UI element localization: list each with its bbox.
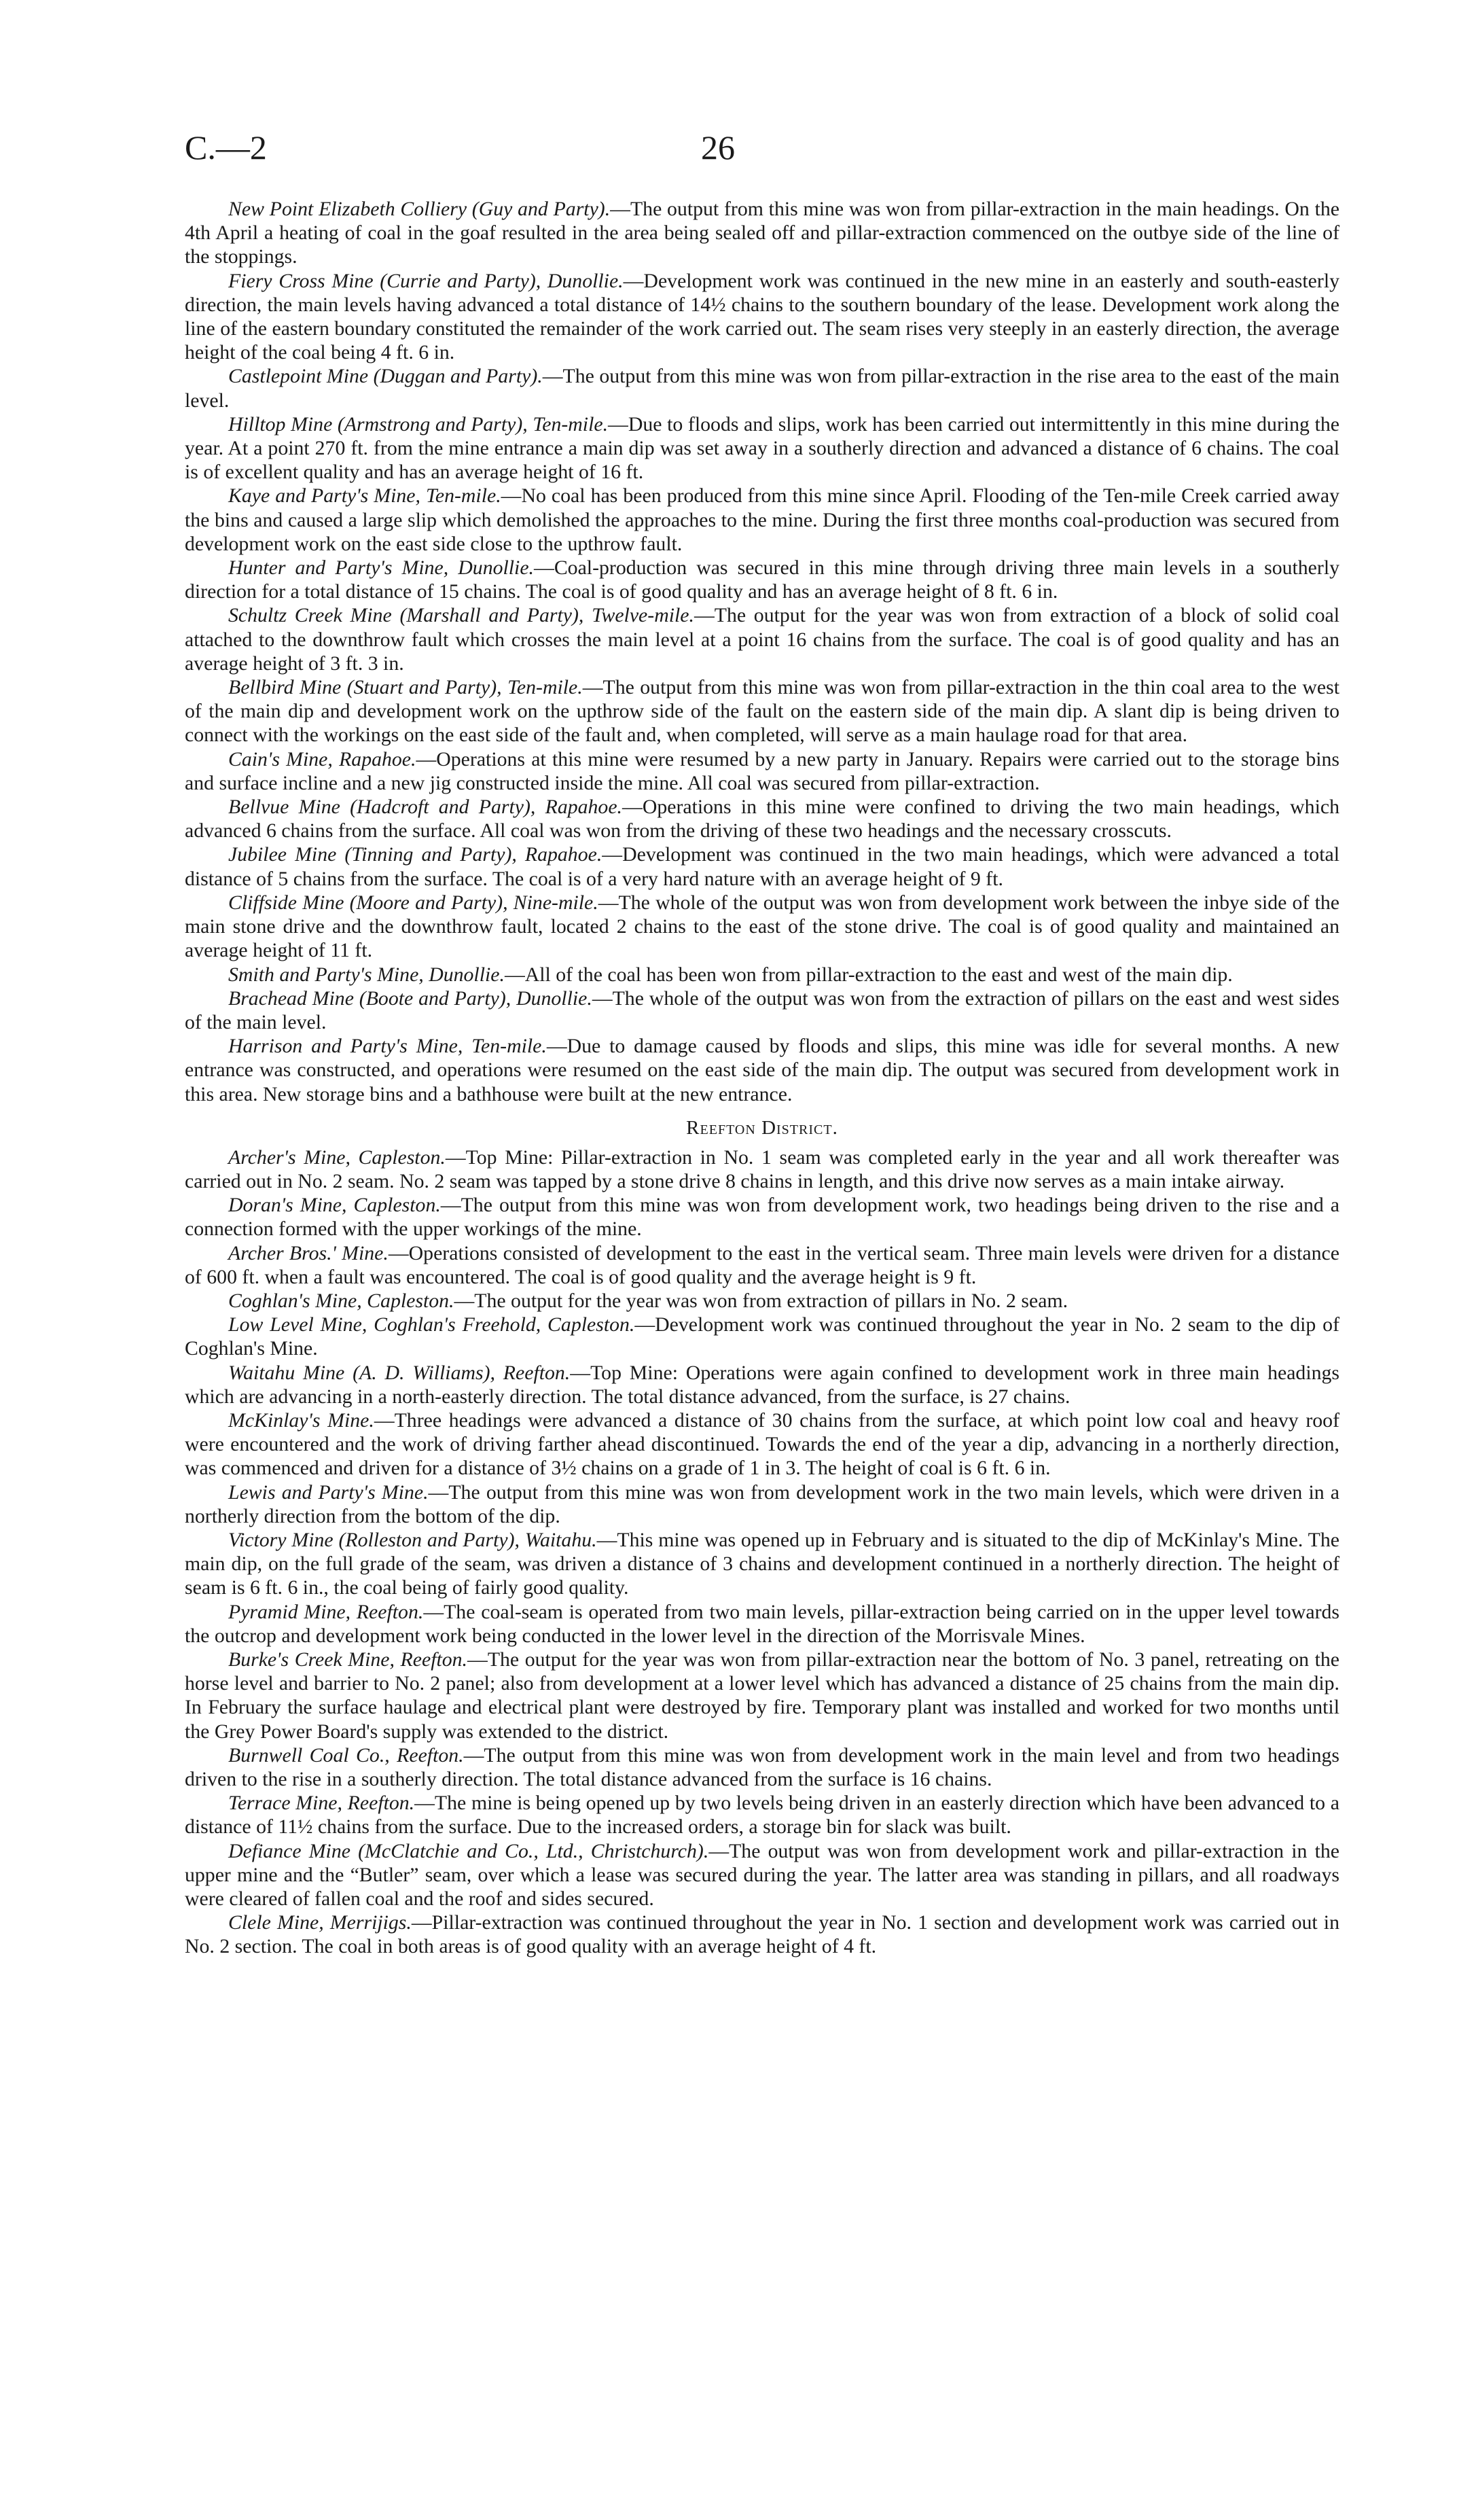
mine-text: —All of the coal has been won from pillar-extraction to the east and west of the main dip. [504, 963, 1233, 986]
mine-paragraph [185, 1528, 1339, 1600]
mine-title: Coghlan's Mine, Capleston. [228, 1289, 454, 1312]
mine-text: —Pillar-extraction was continued throughout the year in No. 1 section and development work was carried out in No. 2 section. The coal in both areas is of good quality with an average height of 4 ft. [185, 1911, 1339, 1958]
mine-title: Doran's Mine, Capleston. [228, 1194, 441, 1217]
mine-text: —The whole of the output was won from the extraction of pillars on the east and west sides of the main level. [185, 987, 1339, 1033]
mine-title: Bellbird Mine (Stuart and Party), Ten-mile. [228, 676, 583, 699]
document-body [185, 197, 1339, 1959]
mine-paragraph [185, 1600, 1339, 1648]
mine-text: —The whole of the output was won from development work between the inbye side of the main stone drive and the downthrow fault, located 2 chains to the east of the stone drive. The coal is of good quality and maintained an average height of 11 ft. [185, 891, 1339, 962]
mine-title: Victory Mine (Rolleston and Party), Waitahu. [228, 1528, 597, 1551]
mine-text: —Due to damage caused by floods and slips, this mine was idle for several months. A new entrance was constructed, and operations were resumed on the east side of the main dip. The output was secured from development work in this area. New storage bins and a bathhouse were built at the new entrance. [185, 1035, 1339, 1105]
mine-title: Defiance Mine (McClatchie and Co., Ltd., Christchurch). [228, 1839, 709, 1862]
mine-text: —The output from this mine was won from development work in the main level and from two headings driven to the rise in a southerly direction. The total distance advanced from the surface is 16 chains. [185, 1743, 1339, 1790]
mine-paragraph [185, 603, 1339, 675]
mine-paragraph [185, 1289, 1339, 1313]
mine-paragraph [185, 1839, 1339, 1911]
mine-title: Burke's Creek Mine, Reefton. [228, 1648, 468, 1671]
mine-text: —No coal has been produced from this mine since April. Flooding of the Ten-mile Creek carried away the bins and caused a large slip which demolished the approaches to the mine. During the first three months coal-production was secured from development work on the east side close to the upthrow fault. [185, 484, 1339, 555]
mine-paragraph [185, 795, 1339, 842]
mine-title: Brachead Mine (Boote and Party), Dunollie. [228, 987, 592, 1010]
mine-title: Burnwell Coal Co., Reefton. [228, 1743, 464, 1767]
mine-paragraph [185, 675, 1339, 747]
mine-title: Smith and Party's Mine, Dunollie. [228, 963, 505, 986]
mine-text: —The output from this mine was won from pillar-extraction in the main headings. On the 4th April a heating of coal in the goaf resulted in the area being sealed off and pillar-extraction commenced on the outbye side of the line of the stoppings. [185, 198, 1339, 268]
mine-text: —Development was continued in the two main headings, which were advanced a total distance of 5 chains from the surface. The coal is of a very hard nature with an average height of 9 ft. [185, 843, 1339, 890]
mine-text: —Development work was continued throughout the year in No. 2 seam to the dip of Coghlan's Mine. [185, 1313, 1339, 1360]
mine-title: McKinlay's Mine. [228, 1408, 374, 1432]
mine-title: Hunter and Party's Mine, Dunollie. [228, 556, 535, 580]
mine-text: —The output for the year was won from extraction of a block of solid coal attached to the downthrow fault which crosses the main level at a point 16 chains from the surface. The coal is of good quality and has an average height of 3 ft. 3 in. [185, 604, 1339, 675]
mine-paragraph [185, 484, 1339, 556]
mine-text: —The coal-seam is operated from two main levels, pillar-extraction being carried on in the upper level towards the outcrop and development work being conducted in the lower level in the direction of the Morrisvale Mines. [185, 1600, 1339, 1647]
mine-title: Cain's Mine, Rapahoe. [228, 747, 416, 770]
mine-text: —Coal-production was secured in this mine through driving three main levels in a southerly direction for a total distance of 15 chains. The coal is of good quality and has an average height of 8 ft. 6 in. [185, 556, 1340, 603]
mine-paragraph [185, 1361, 1339, 1408]
mine-text: —The output from this mine was won from development work, two headings being driven to the rise and a connection formed with the upper workings of the mine. [185, 1194, 1339, 1241]
mine-paragraph [185, 1034, 1339, 1106]
mine-paragraph [185, 1648, 1339, 1743]
mine-text: —Three headings were advanced a distance of 30 chains from the surface, at which point low coal and heavy roof were encountered and the work of driving farther ahead discontinued. Towards the end of the year a dip, advancing in a northerly direction, was commenced and driven for a distance of 3½ chains on a grade of 1 in 3. The height of coal is 6 ft. 6 in. [185, 1408, 1340, 1480]
mine-title: Pyramid Mine, Reefton. [228, 1600, 424, 1623]
mine-paragraph [185, 1408, 1339, 1480]
mine-title: New Point Elizabeth Colliery (Guy and Party). [228, 198, 611, 220]
mine-paragraph [185, 1911, 1339, 1958]
mine-title: Archer's Mine, Capleston. [228, 1146, 446, 1169]
mine-text: —The output for the year was won from pillar-extraction near the bottom of No. 3 panel, retreating on the horse level and barrier to No. 2 panel; also from development at a lower level which has advanced a distance of 25 chains from the main dip. In February the surface haulage and electrical plant were destroyed by fire. Temporary plant was installed and worked for two months until the Grey Power Board's supply was extended to the district. [185, 1648, 1339, 1743]
mine-title: Bellvue Mine (Hadcroft and Party), Rapahoe. [228, 796, 623, 819]
mine-text: —The mine is being opened up by two levels being driven in an easterly direction which have been advanced to a distance of 11½ chains from the surface. Due to the increased orders, a storage bin for slack was built. [185, 1792, 1339, 1839]
mine-title: Cliffside Mine (Moore and Party), Nine-mile. [228, 891, 598, 914]
mine-paragraph [185, 1791, 1339, 1839]
mine-paragraph [185, 364, 1339, 412]
mine-title: Terrace Mine, Reefton. [228, 1792, 415, 1815]
mine-paragraph [185, 987, 1339, 1034]
mine-text: —The output for the year was won from extraction of pillars in No. 2 seam. [454, 1289, 1068, 1312]
report-reference: C.—2 [185, 128, 267, 166]
mine-paragraph [185, 412, 1339, 484]
mine-text: —The output was won from development work and pillar-extraction in the upper mine and the “Butler” seam, over which a lease was secured during the year. The latter area was standing in pillars, and all roadways were cleared of fallen coal and the roof and sides secured. [185, 1839, 1340, 1911]
section-heading: Reefton District. [686, 1116, 838, 1139]
mine-title: Harrison and Party's Mine, Ten-mile. [228, 1035, 547, 1058]
mine-paragraph [185, 1313, 1339, 1360]
mine-title: Hilltop Mine (Armstrong and Party), Ten-mile. [228, 412, 609, 436]
mine-paragraph [185, 891, 1339, 963]
mine-text: —The output from this mine was won from development work in the two main levels, which were driven in a northerly direction from the bottom of the dip. [185, 1480, 1339, 1527]
mine-paragraph [185, 1146, 1339, 1193]
page-number: 26 [701, 128, 735, 166]
mine-paragraph [185, 1480, 1339, 1528]
mine-title: Archer Bros.' Mine. [228, 1241, 389, 1264]
mine-paragraph [185, 269, 1339, 365]
mine-text: —Top Mine: Pillar-extraction in No. 1 seam was completed early in the year and all work thereafter was carried out in No. 2 seam. No. 2 seam was tapped by a stone drive 8 chains in length, and this drive now serves as a main intake airway. [185, 1146, 1339, 1192]
mine-title: Low Level Mine, Coghlan's Freehold, Capleston. [228, 1313, 635, 1336]
mine-paragraph [185, 197, 1339, 269]
mine-text: —The output from this mine was won from pillar-extraction in the rise area to the east of the main level. [185, 365, 1340, 412]
mine-text: —Operations consisted of development to the east in the vertical seam. Three main levels were driven for a distance of 600 ft. when a fault was encountered. The coal is of good quality and the average height is 9 ft. [185, 1241, 1339, 1288]
mine-paragraph [185, 1743, 1339, 1791]
mine-paragraph [185, 556, 1339, 603]
mine-title: Schultz Creek Mine (Marshall and Party), Twelve-mile. [228, 604, 694, 627]
mine-text: —Due to floods and slips, work has been carried out intermittently in this mine during the year. At a point 270 ft. from the mine entrance a main dip was set away in a southerly direction and advanced a distance of 6 chains. The coal is of excellent quality and has an average height of 16 ft. [185, 412, 1339, 484]
mine-title: Fiery Cross Mine (Currie and Party), Dunollie. [228, 269, 624, 292]
mine-text: —Development work was continued in the new mine in an easterly and south-easterly direction, the main levels having advanced a total distance of 14½ chains to the southern boundary of the lease. Development work along the line of the eastern boundary constituted the remainder of the work carried out. The seam rises very steeply in an easterly direction, the average height of the coal being 4 ft. 6 in. [185, 269, 1340, 364]
mine-paragraph [185, 1193, 1339, 1241]
mine-title: Kaye and Party's Mine, Ten-mile. [228, 484, 501, 508]
mine-text: —Top Mine: Operations were again confined to development work in three main headings which are advancing in a north-easterly direction. The total distance advanced, from the surface, is 27 chains. [185, 1361, 1339, 1408]
mine-text: —Operations in this mine were confined to driving the two main headings, which advanced 6 chains from the surface. All coal was won from the driving of these two headings and the necessary crosscuts. [185, 796, 1339, 842]
mine-text: —Operations at this mine were resumed by a new party in January. Repairs were carried out to the storage bins and surface incline and a new jig constructed inside the mine. All coal was secured from pillar-extraction. [185, 747, 1339, 794]
mine-title: Waitahu Mine (A. D. Williams), Reefton. [228, 1361, 571, 1384]
mine-paragraph [185, 963, 1339, 987]
mine-text: —This mine was opened up in February and is situated to the dip of McKinlay's Mine. The main dip, on the full grade of the seam, was driven a distance of 3 chains and development continued in a northerly direction. The height of seam is 6 ft. 6 in., the coal being of fairly good quality. [185, 1528, 1339, 1599]
mine-title: Lewis and Party's Mine. [228, 1480, 429, 1504]
mine-title: Castlepoint Mine (Duggan and Party). [228, 365, 543, 388]
mine-paragraph [185, 747, 1339, 795]
mine-title: Clele Mine, Merrijigs. [228, 1911, 412, 1934]
mine-title: Jubilee Mine (Tinning and Party), Rapahoe. [228, 843, 602, 866]
page-header [185, 128, 1339, 175]
mine-text: —The output from this mine was won from pillar-extraction in the thin coal area to the west of the main dip and development work on the upthrow side of the fault on the eastern side of the main dip. A slant dip is being driven to connect with the workings on the east side of the fault and, when completed, will serve as a main haulage road for that area. [185, 676, 1340, 747]
mine-paragraph [185, 842, 1339, 890]
mine-paragraph [185, 1241, 1339, 1289]
